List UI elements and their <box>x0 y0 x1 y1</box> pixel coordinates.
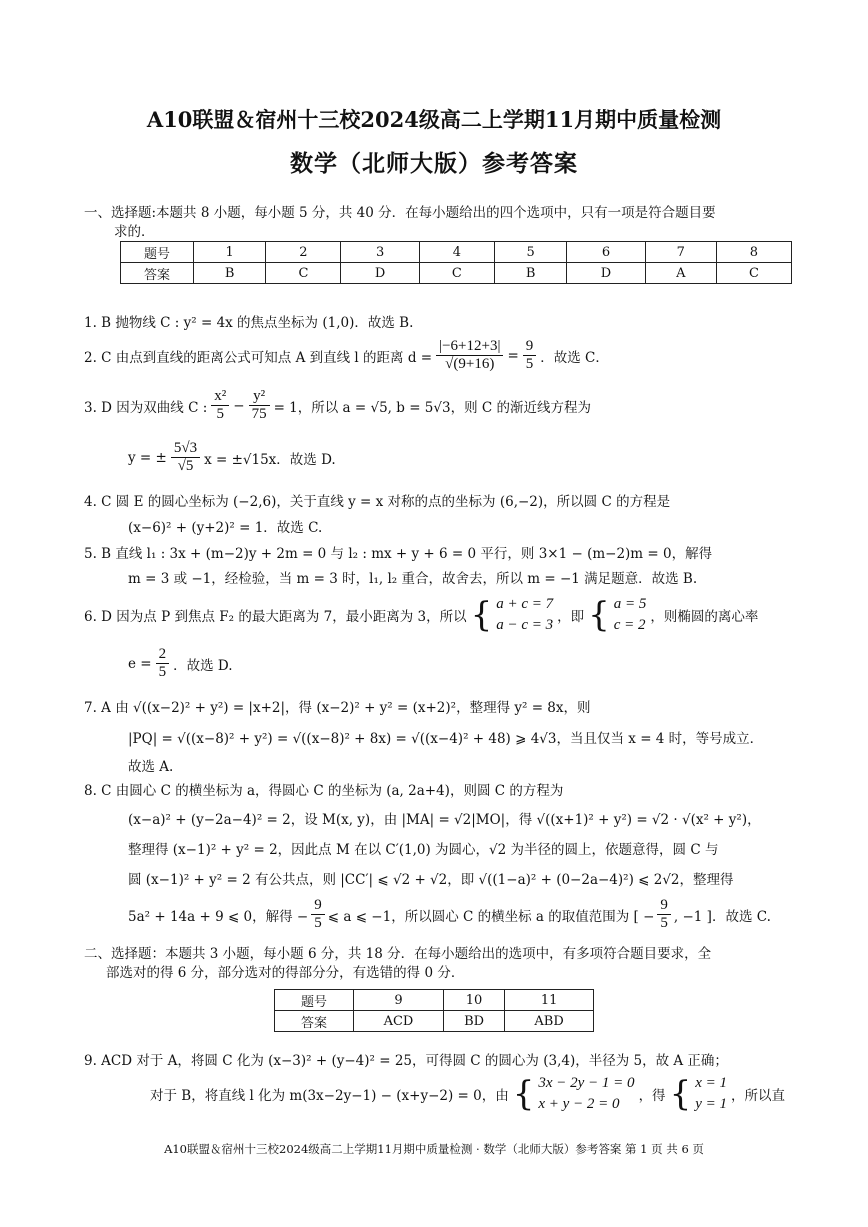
q2-fraction-result <box>523 338 537 373</box>
q3-x-denominator: 5 <box>216 406 224 422</box>
q3-text-b: = 1，所以 a = √5, b = 5√3，则 C 的渐近线方程为 <box>273 399 591 416</box>
document-title: A10联盟＆宿州十三校2024级高二上学期11月期中质量检测 <box>146 107 722 132</box>
q8-range-denominator: 5 <box>660 915 668 931</box>
q6-e-denominator: 5 <box>158 664 167 680</box>
answer-cell: D <box>567 263 645 284</box>
q3-y-denominator: 75 <box>251 406 267 422</box>
q3-fraction-y <box>249 388 270 423</box>
q6-sol2: c = 2 <box>613 617 646 633</box>
q8-range-numerator: 9 <box>657 897 671 915</box>
answer-cell: ACD <box>354 1011 444 1032</box>
solution-q4-line2: (x−6)² + (y+2)² = 1．故选 C. <box>128 520 323 536</box>
question-number: 1 <box>194 242 266 263</box>
q8-text-c: , −1 ]．故选 C. <box>673 908 771 925</box>
q6-sol1: a = 5 <box>613 596 647 612</box>
q9-text-a: 对于 B，将直线 l 化为 m(3x−2y−1) − (x+y−2) = 0，由 <box>150 1088 509 1104</box>
table-answer-label: 答案 <box>275 1011 354 1032</box>
question-number: 11 <box>505 990 594 1011</box>
q9-text-c: ，所以直 <box>730 1088 785 1104</box>
q6-eq2: a − c = 3 <box>496 617 554 633</box>
answer-cell: C <box>419 263 494 284</box>
solution-q8-line2: (x−a)² + (y−2a−4)² = 2，设 M(x, y)，由 |MA| = √2|MO|，得 √((x+1)² + y²) = √2 · √(x² + y²)， <box>128 812 761 828</box>
solution-q9-line2 <box>150 1073 785 1115</box>
solution-q6-eccentricity <box>128 646 233 681</box>
q2-fraction-distance <box>436 338 503 373</box>
q9-system1 <box>538 1073 634 1115</box>
q6-e-numerator: 2 <box>156 646 170 664</box>
q3-text: 3. D 因为双曲线 C : <box>84 399 208 416</box>
solution-q5-line2: m = 3 或 −1，经检验，当 m = 3 时，l₁, l₂ 重合，故舍去，所以 m = −1 满足题意．故选 B. <box>128 571 698 587</box>
question-number: 8 <box>716 242 791 263</box>
table-row <box>275 990 594 1011</box>
section1-heading-line1: 一、选择题:本题共 8 小题，每小题 5 分，共 40 分．在每小题给出的四个选项中，只有一项是符合题目要 <box>84 205 716 221</box>
solution-q4-line1: 4. C 圆 E 的圆心坐标为 (−2,6)，关于直线 y = x 对称的点的坐标为 (6,−2)，所以圆 C 的方程是 <box>84 494 671 510</box>
q8-denominator: 5 <box>314 915 322 931</box>
answer-cell: D <box>341 263 419 284</box>
q9-eq1: 3x − 2y − 1 = 0 <box>538 1075 635 1091</box>
answer-table-2 <box>274 989 594 1032</box>
q6-text: 6. D 因为点 P 到焦点 F₂ 的最大距离为 7，最小距离为 3，所以 <box>84 609 467 625</box>
q6-e-label: e = <box>128 655 152 672</box>
solution-q9-line1: 9. ACD 对于 A，将圆 C 化为 (x−3)² + (y−4)² = 25，可得圆 C 的圆心为 (3,4)，半径为 5，故 A 正确； <box>84 1053 728 1069</box>
q9-sol1: x = 1 <box>695 1075 727 1091</box>
brace-icon: { <box>669 1074 692 1114</box>
q3-fraction-slope <box>171 440 200 475</box>
q2-numerator: |−6+12+3| <box>436 338 503 356</box>
brace-icon: { <box>588 595 610 635</box>
q3-slope-denominator: √5 <box>177 458 194 474</box>
q3-minus: − <box>233 397 245 414</box>
brace-icon: { <box>470 595 493 635</box>
answer-cell: ABD <box>505 1011 594 1032</box>
question-number: 7 <box>645 242 716 263</box>
table-row <box>121 263 792 284</box>
solution-q7-line1: 7. A 由 √((x−2)² + y²) = |x+2|，得 (x−2)² + y² = (x+2)²，整理得 y² = 8x，则 <box>84 700 591 716</box>
solution-q8-line3: 整理得 (x−1)² + y² = 2，因此点 M 在以 C′(1,0) 为圆心，√2 为半径的圆上，依题意得，圆 C 与 <box>128 842 719 858</box>
question-number: 3 <box>341 242 419 263</box>
table-header-label: 题号 <box>275 990 354 1011</box>
answer-table-1 <box>120 241 792 284</box>
q9-text-b: ，得 <box>638 1088 666 1104</box>
question-number: 9 <box>354 990 444 1011</box>
q3-fraction-x <box>211 388 229 423</box>
solution-q5-line1: 5. B 直线 l₁ : 3x + (m−2)y + 2m = 0 与 l₂ : mx + y + 6 = 0 平行，则 3×1 − (m−2)m = 0，解得 <box>84 546 713 562</box>
q6-fraction-e <box>156 646 170 681</box>
question-number: 4 <box>419 242 494 263</box>
section1-heading-line2: 求的． <box>114 224 155 240</box>
q8-fraction-lower <box>311 897 325 932</box>
q3-x-numerator: x² <box>211 388 229 406</box>
answer-cell: B <box>194 263 266 284</box>
document-subtitle: 数学（北师大版）参考答案 <box>290 150 578 177</box>
q3-asymptote-start: y = ± <box>128 449 167 466</box>
table-answer-label: 答案 <box>121 263 194 284</box>
table-header-label: 题号 <box>121 242 194 263</box>
page-footer: A10联盟＆宿州十三校2024级高二上学期11月期中质量检测 · 数学（北师大版）参考答案 第 1 页 共 6 页 <box>164 1142 704 1156</box>
q6-text-c: ，则椭圆的离心率 <box>650 609 759 625</box>
q2-text: 2. C 由点到直线的距离公式可知点 A 到直线 l 的距离 d = <box>84 349 433 366</box>
table-row <box>121 242 792 263</box>
answer-cell: B <box>494 263 566 284</box>
solution-q7-line2: |PQ| = √((x−8)² + y²) = √((x−8)² + 8x) = √((x−4)² + 48) ⩾ 4√3，当且仅当 x = 4 时，等号成立． <box>128 731 764 747</box>
section2-heading-line1: 二、选择题：本题共 3 小题，每小题 6 分，共 18 分．在每小题给出的选项中，有多项符合题目要求，全 <box>84 946 712 962</box>
solution-q3-asymptote <box>128 440 336 475</box>
q2-denominator: √(9+16) <box>445 356 495 372</box>
question-number: 10 <box>443 990 504 1011</box>
q8-numerator: 9 <box>311 897 325 915</box>
solution-q8-line1: 8. C 由圆心 C 的横坐标为 a，得圆心 C 的坐标为 (a, 2a+4)，则圆 C 的方程为 <box>84 783 564 799</box>
q6-system1 <box>496 594 553 636</box>
solution-q6 <box>84 594 758 636</box>
q6-system2 <box>614 594 647 636</box>
table-row <box>275 1011 594 1032</box>
q2-result-numerator: 9 <box>523 338 537 356</box>
q8-text-a: 5a² + 14a + 9 ⩽ 0，解得 − <box>128 908 309 925</box>
q9-system2 <box>695 1073 727 1115</box>
answer-cell: C <box>716 263 791 284</box>
solution-q8-line5 <box>128 897 771 932</box>
question-number: 5 <box>494 242 566 263</box>
answer-cell: C <box>266 263 341 284</box>
q6-conclusion: ．故选 D. <box>173 657 233 674</box>
solution-q8-line4: 圆 (x−1)² + y² = 2 有公共点，则 |CC′| ⩽ √2 + √2，即 √((1−a)² + (0−2a−4)²) ⩽ 2√2，整理得 <box>128 872 734 888</box>
q3-y-numerator: y² <box>249 388 270 406</box>
q8-fraction-range <box>657 897 671 932</box>
solution-q2 <box>84 338 609 373</box>
q2-equals: = <box>507 347 519 364</box>
q8-text-b: ⩽ a ⩽ −1，所以圆心 C 的横坐标 a 的取值范围为 [ − <box>327 908 655 925</box>
q3-asymptote-end: x = ±√15x．故选 D. <box>204 451 336 468</box>
answer-cell: BD <box>443 1011 504 1032</box>
question-number: 2 <box>266 242 341 263</box>
q3-slope-numerator: 5√3 <box>171 440 200 458</box>
question-number: 6 <box>567 242 645 263</box>
q2-result-denominator: 5 <box>525 356 534 372</box>
solution-q1: 1. B 抛物线 C : y² = 4x 的焦点坐标为 (1,0)．故选 B. <box>84 315 414 331</box>
answer-cell: A <box>645 263 716 284</box>
solution-q3 <box>84 388 591 423</box>
q6-eq1: a + c = 7 <box>496 596 554 612</box>
q9-sol2: y = 1 <box>695 1096 727 1112</box>
solution-q7-line3: 故选 A. <box>128 759 174 775</box>
brace-icon: { <box>512 1074 535 1114</box>
q6-text-b: ，即 <box>557 609 585 625</box>
q2-conclusion: ．故选 C． <box>540 349 609 366</box>
q9-eq2: x + y − 2 = 0 <box>538 1096 620 1112</box>
section2-heading-line2: 部选对的得 6 分，部分选对的得部分分，有选错的得 0 分． <box>106 965 465 981</box>
